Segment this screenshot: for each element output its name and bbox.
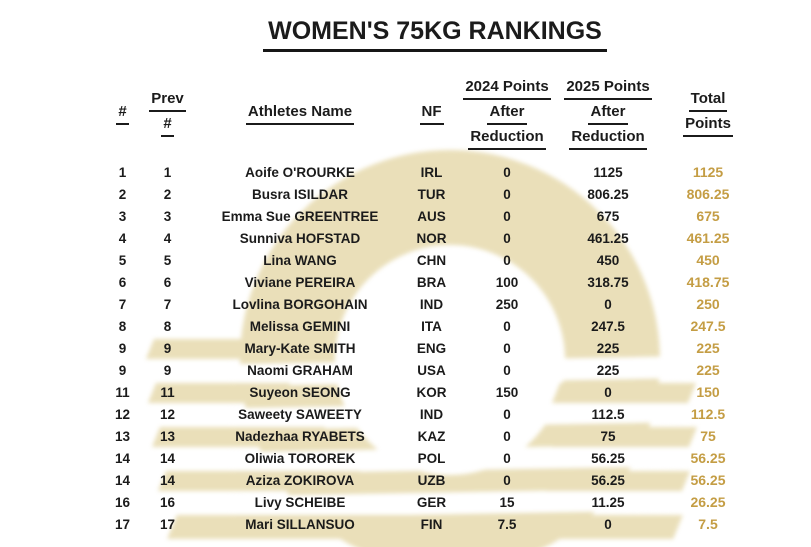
- nf-cell: ENG: [416, 340, 447, 356]
- points-2024-cell: 0: [503, 340, 511, 356]
- rank-cell: 16: [114, 494, 131, 510]
- table-row: [105, 403, 756, 425]
- total-points-cell: 418.75: [686, 274, 730, 290]
- rank-cell: 14: [114, 472, 131, 488]
- nf-cell: GER: [416, 494, 447, 510]
- total-points-cell: 75: [700, 428, 716, 444]
- prev-rank-cell: 2: [163, 186, 172, 202]
- athlete-name-cell: Suyeon SEONG: [249, 384, 351, 400]
- header-prev-rank: [140, 74, 195, 152]
- points-2025-cell: 0: [604, 296, 612, 312]
- points-2025-cell: 56.25: [591, 472, 625, 488]
- points-2024-cell: 0: [503, 230, 511, 246]
- total-points-cell: 56.25: [690, 472, 726, 488]
- points-2025-cell: 806.25: [587, 186, 629, 202]
- athlete-name-cell: Aziza ZOKIROVA: [245, 472, 355, 488]
- points-2024-cell: 0: [503, 208, 511, 224]
- table-row: [105, 491, 756, 513]
- header-line: After: [588, 102, 627, 125]
- header-total-points: [660, 74, 756, 152]
- prev-rank-cell: 14: [159, 472, 176, 488]
- rank-cell: 14: [114, 450, 131, 466]
- athlete-name-cell: Emma Sue GREENTREE: [221, 208, 379, 224]
- points-2025-cell: 225: [596, 340, 620, 356]
- table-row: [105, 513, 756, 535]
- nf-cell: KAZ: [417, 428, 446, 444]
- points-2025-cell: 1125: [593, 164, 623, 180]
- total-points-cell: 1125: [692, 164, 724, 180]
- points-2025-cell: 56.25: [591, 450, 625, 466]
- athlete-name-cell: Oliwia TOROREK: [244, 450, 356, 466]
- points-2025-cell: 0: [604, 516, 612, 532]
- rank-cell: 12: [114, 406, 131, 422]
- nf-cell: FIN: [420, 516, 443, 532]
- table-row: [105, 447, 756, 469]
- nf-cell: USA: [417, 362, 446, 378]
- rank-cell: 1: [118, 164, 127, 180]
- rank-cell: 4: [118, 230, 127, 246]
- header-nf: [405, 74, 458, 152]
- points-2024-cell: 150: [495, 384, 519, 400]
- total-points-cell: 806.25: [686, 186, 730, 202]
- points-2024-cell: 0: [503, 472, 511, 488]
- header-line: Points: [683, 114, 733, 137]
- athlete-name-cell: Viviane PEREIRA: [244, 274, 356, 290]
- prev-rank-cell: 1: [163, 164, 172, 180]
- rank-cell: 7: [118, 296, 127, 312]
- header-line: Reduction: [468, 127, 545, 150]
- points-2024-cell: 0: [503, 450, 511, 466]
- table-row: [105, 337, 756, 359]
- prev-rank-cell: 14: [159, 450, 176, 466]
- prev-rank-cell: 8: [163, 318, 172, 334]
- points-2024-cell: 100: [495, 274, 519, 290]
- points-2024-cell: 0: [503, 318, 511, 334]
- prev-rank-cell: 16: [159, 494, 176, 510]
- nf-cell: BRA: [416, 274, 447, 290]
- nf-cell: NOR: [416, 230, 447, 246]
- prev-rank-cell: 5: [163, 252, 172, 268]
- table-row: [105, 271, 756, 293]
- prev-rank-cell: 13: [159, 428, 176, 444]
- nf-cell: AUS: [417, 208, 446, 224]
- total-points-cell: 450: [696, 252, 720, 268]
- prev-rank-cell: 9: [163, 362, 172, 378]
- athlete-name-cell: Mari SILLANSUO: [245, 516, 355, 532]
- page-title: [110, 17, 760, 52]
- rank-cell: 9: [118, 362, 127, 378]
- total-points-cell: 675: [696, 208, 720, 224]
- rank-cell: 5: [118, 252, 127, 268]
- athlete-name-cell: Mary-Kate SMITH: [244, 340, 356, 356]
- header-line: #: [161, 114, 173, 137]
- rank-cell: 3: [118, 208, 127, 224]
- header-line: Reduction: [569, 127, 646, 150]
- points-2024-cell: 0: [503, 406, 511, 422]
- nf-cell: KOR: [416, 384, 447, 400]
- points-2025-cell: 247.5: [591, 318, 625, 334]
- points-2024-cell: 7.5: [497, 516, 517, 532]
- nf-cell: IND: [419, 406, 444, 422]
- nf-cell: TUR: [417, 186, 446, 202]
- table-header: [105, 74, 756, 152]
- total-points-cell: 56.25: [690, 450, 726, 466]
- table-body: [105, 161, 756, 535]
- points-2024-cell: 0: [503, 186, 511, 202]
- athlete-name-cell: Melissa GEMINI: [249, 318, 351, 334]
- header-line: 2025 Points: [564, 77, 651, 100]
- total-points-cell: 225: [696, 362, 720, 378]
- table-row: [105, 293, 756, 315]
- points-2024-cell: 0: [503, 428, 511, 444]
- table-row: [105, 469, 756, 491]
- prev-rank-cell: 3: [163, 208, 172, 224]
- prev-rank-cell: 9: [163, 340, 172, 356]
- header-line: After: [487, 102, 526, 125]
- total-points-cell: 112.5: [690, 406, 726, 422]
- points-2024-cell: 0: [503, 252, 511, 268]
- athlete-name-cell: Lovlina BORGOHAIN: [232, 296, 368, 312]
- nf-cell: IRL: [420, 164, 443, 180]
- page-title-text: WOMEN'S 75KG RANKINGS: [263, 17, 607, 52]
- points-2025-cell: 11.25: [591, 494, 625, 510]
- prev-rank-cell: 17: [159, 516, 176, 532]
- points-2025-cell: 112.5: [591, 406, 625, 422]
- rank-cell: 6: [118, 274, 127, 290]
- points-2025-cell: 450: [596, 252, 620, 268]
- athlete-name-cell: Busra ISILDAR: [251, 186, 349, 202]
- points-2025-cell: 461.25: [587, 230, 629, 246]
- nf-cell: POL: [417, 450, 446, 466]
- header-line: Prev: [149, 89, 186, 112]
- header-line: 2024 Points: [463, 77, 550, 100]
- rank-cell: 13: [114, 428, 131, 444]
- table-row: [105, 381, 756, 403]
- points-2025-cell: 75: [600, 428, 616, 444]
- rank-cell: 11: [115, 384, 130, 400]
- total-points-cell: 461.25: [686, 230, 730, 246]
- prev-rank-cell: 7: [163, 296, 172, 312]
- points-2024-cell: 0: [503, 362, 511, 378]
- rank-cell: 2: [118, 186, 127, 202]
- prev-rank-cell: 12: [159, 406, 176, 422]
- points-2025-cell: 225: [596, 362, 620, 378]
- points-2024-cell: 15: [499, 494, 515, 510]
- nf-cell: CHN: [416, 252, 447, 268]
- header-line: #: [116, 102, 128, 125]
- points-2024-cell: 0: [503, 164, 511, 180]
- prev-rank-cell: 11: [160, 384, 175, 400]
- rank-cell: 9: [118, 340, 127, 356]
- header-line: NF: [420, 102, 444, 125]
- table-row: [105, 227, 756, 249]
- table-row: [105, 359, 756, 381]
- total-points-cell: 225: [696, 340, 720, 356]
- points-2025-cell: 0: [604, 384, 612, 400]
- total-points-cell: 7.5: [698, 516, 718, 532]
- table-row: [105, 315, 756, 337]
- athlete-name-cell: Nadezhaa RYABETS: [235, 428, 365, 444]
- total-points-cell: 150: [696, 384, 720, 400]
- athlete-name-cell: Sunniva HOFSTAD: [239, 230, 361, 246]
- athlete-name-cell: Livy SCHEIBE: [254, 494, 346, 510]
- nf-cell: UZB: [417, 472, 446, 488]
- table-row: [105, 205, 756, 227]
- total-points-cell: 250: [696, 296, 720, 312]
- athlete-name-cell: Saweety SAWEETY: [238, 406, 362, 422]
- athlete-name-cell: Aoife O'ROURKE: [245, 164, 355, 180]
- points-2025-cell: 675: [596, 208, 620, 224]
- nf-cell: ITA: [421, 318, 442, 334]
- header-2025-points: [556, 74, 660, 152]
- total-points-cell: 247.5: [690, 318, 726, 334]
- athlete-name-cell: Lina WANG: [263, 252, 337, 268]
- points-2025-cell: 318.75: [587, 274, 629, 290]
- points-2024-cell: 250: [495, 296, 519, 312]
- header-athlete-name: [195, 74, 405, 152]
- athlete-name-cell: Naomi GRAHAM: [247, 362, 353, 378]
- rank-cell: 17: [114, 516, 131, 532]
- total-points-cell: 26.25: [690, 494, 726, 510]
- prev-rank-cell: 6: [163, 274, 172, 290]
- prev-rank-cell: 4: [163, 230, 172, 246]
- nf-cell: IND: [419, 296, 444, 312]
- table-row: [105, 425, 756, 447]
- rank-cell: 8: [118, 318, 127, 334]
- header-rank: [105, 74, 140, 152]
- table-row: [105, 249, 756, 271]
- header-line: Total: [689, 89, 728, 112]
- table-row: [105, 161, 756, 183]
- table-row: [105, 183, 756, 205]
- header-line: Athletes Name: [246, 102, 354, 125]
- header-2024-points: [458, 74, 556, 152]
